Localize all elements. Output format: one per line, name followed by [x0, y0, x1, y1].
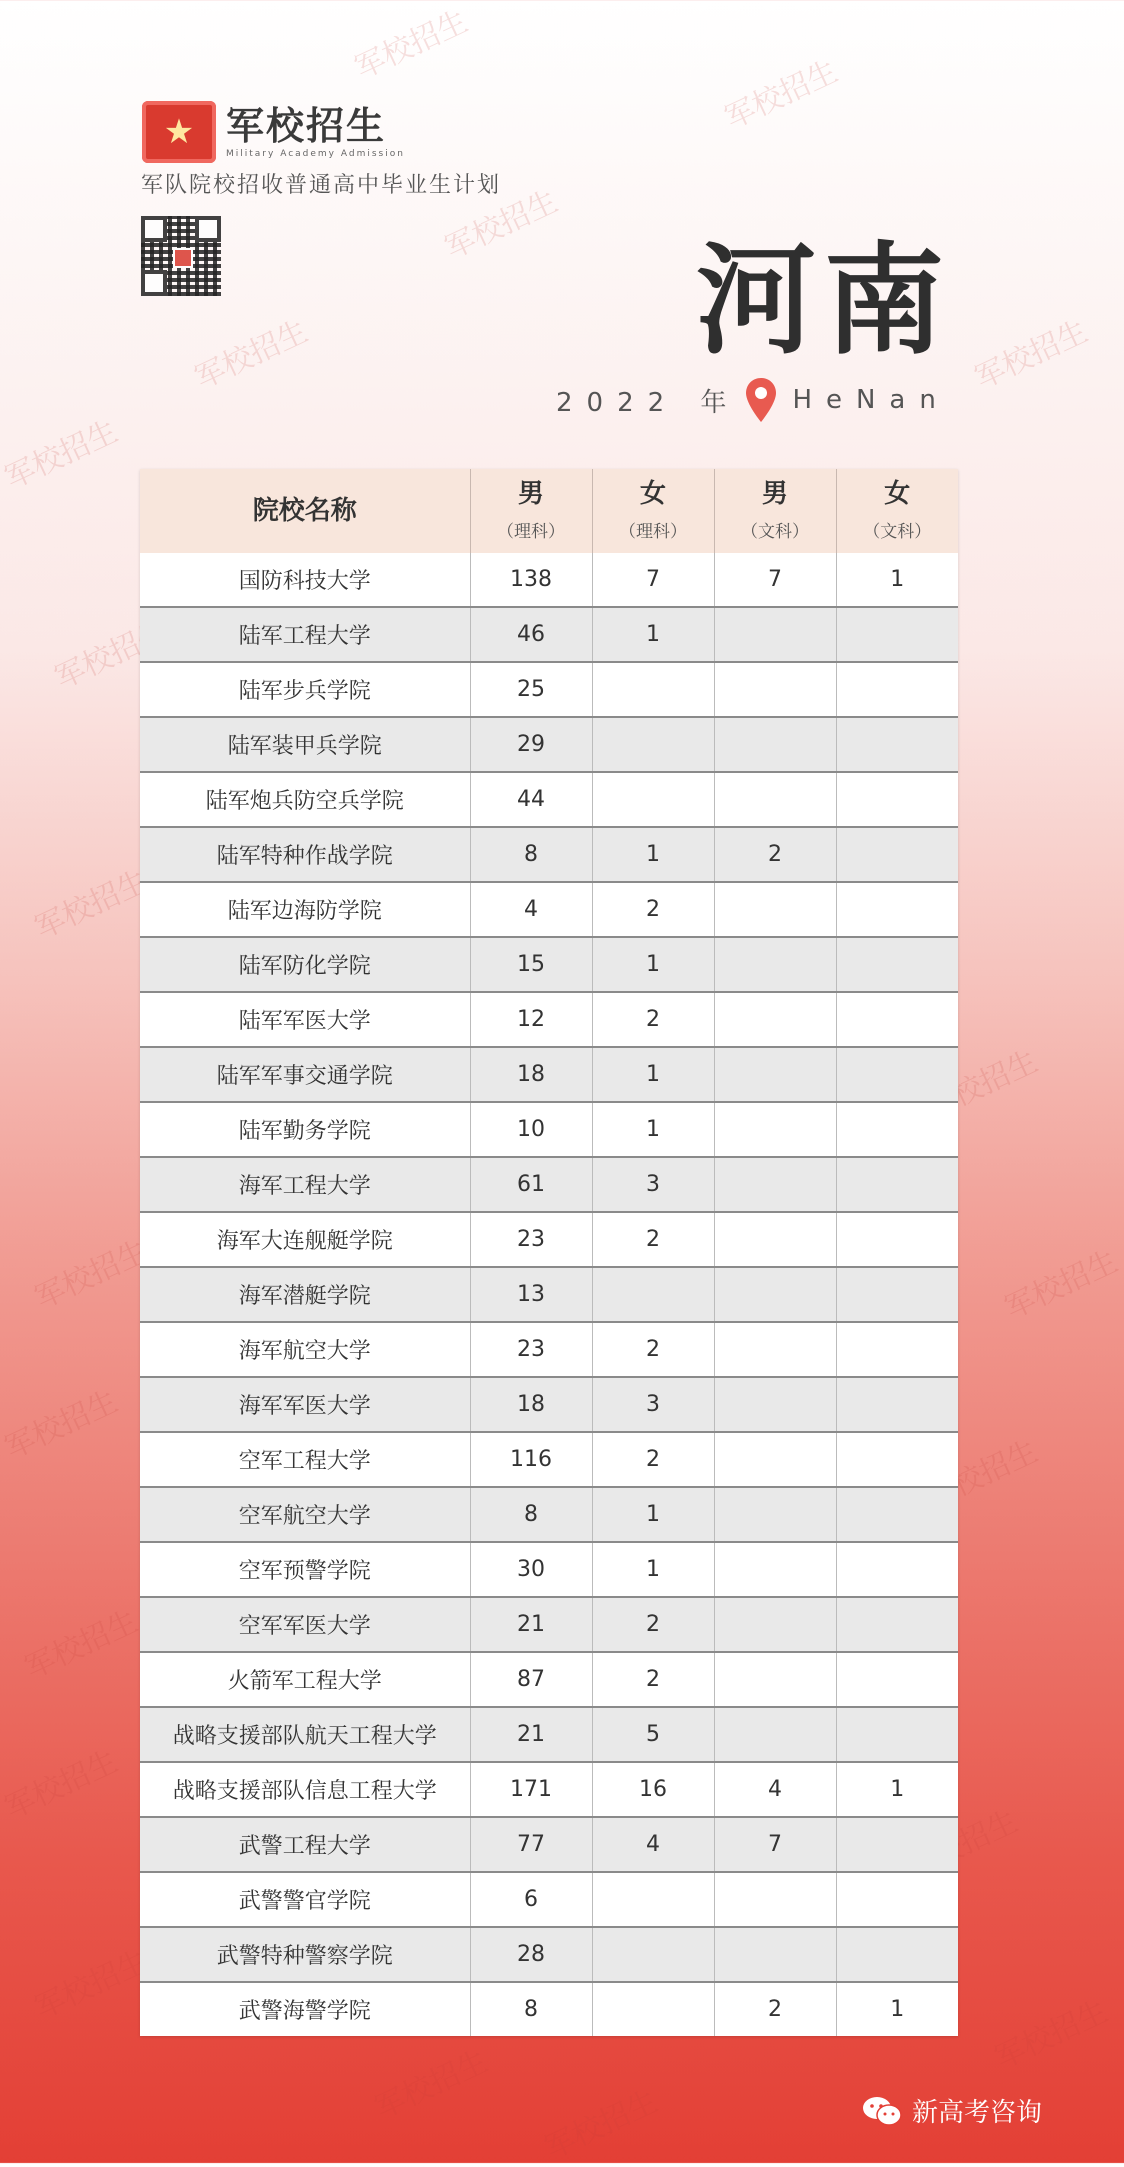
table-row	[140, 1377, 958, 1432]
location-pin-icon	[744, 377, 778, 423]
school-name-cell: 陆军军事交通学院	[140, 1047, 470, 1102]
table-row	[140, 553, 958, 607]
header-column-2	[592, 469, 714, 553]
brand-logo	[142, 101, 405, 163]
quota-cell: 8	[470, 1487, 592, 1542]
school-name-cell: 武警特种警察学院	[140, 1927, 470, 1982]
quota-cell: 8	[470, 827, 592, 882]
quota-cell	[836, 1322, 958, 1377]
quota-cell	[714, 992, 836, 1047]
quota-cell: 10	[470, 1102, 592, 1157]
quota-cell: 18	[470, 1047, 592, 1102]
quota-cell: 44	[470, 772, 592, 827]
quota-cell	[836, 1597, 958, 1652]
quota-cell: 2	[714, 1982, 836, 2036]
header-label: 女	[884, 479, 911, 509]
table-row	[140, 1487, 958, 1542]
table-row	[140, 1102, 958, 1157]
star-badge-icon: ★	[142, 101, 216, 163]
quota-cell	[714, 1377, 836, 1432]
watermark: 军校招生	[439, 183, 564, 267]
quota-cell: 1	[592, 937, 714, 992]
quota-cell: 3	[592, 1157, 714, 1212]
table-body	[140, 553, 958, 2036]
school-name-cell: 陆军边海防学院	[140, 882, 470, 937]
quota-cell: 23	[470, 1322, 592, 1377]
quota-cell	[714, 1542, 836, 1597]
province-pinyin: HeNan	[792, 385, 950, 415]
quota-cell: 1	[836, 553, 958, 607]
quota-cell: 30	[470, 1542, 592, 1597]
school-name-cell: 陆军炮兵防空兵学院	[140, 772, 470, 827]
quota-cell: 4	[714, 1762, 836, 1817]
quota-cell	[592, 1982, 714, 2036]
quota-cell: 18	[470, 1377, 592, 1432]
quota-cell	[836, 1432, 958, 1487]
school-name-cell: 陆军军医大学	[140, 992, 470, 1047]
header-column-1	[470, 469, 592, 553]
quota-cell: 138	[470, 553, 592, 607]
quota-cell	[836, 882, 958, 937]
table-row	[140, 827, 958, 882]
quota-cell: 5	[592, 1707, 714, 1762]
watermark: 军校招生	[19, 1603, 144, 1687]
quota-cell	[714, 1927, 836, 1982]
school-name-cell: 陆军勤务学院	[140, 1102, 470, 1157]
quota-cell: 61	[470, 1157, 592, 1212]
table-row	[140, 1817, 958, 1872]
qr-code-icon	[141, 216, 221, 296]
watermark: 军校招生	[349, 3, 474, 87]
watermark: 军校招生	[899, 1803, 1024, 1887]
table-row	[140, 1157, 958, 1212]
quota-cell: 7	[592, 553, 714, 607]
quota-cell	[836, 992, 958, 1047]
quota-cell	[714, 1432, 836, 1487]
table-row	[140, 992, 958, 1047]
quota-cell	[714, 1707, 836, 1762]
watermark: 军校招生	[0, 413, 124, 497]
quota-cell	[714, 607, 836, 662]
header-school-name	[140, 469, 470, 553]
table-row	[140, 1872, 958, 1927]
quota-cell: 87	[470, 1652, 592, 1707]
school-name-cell: 陆军工程大学	[140, 607, 470, 662]
header-sublabel: （文科）	[741, 522, 809, 542]
watermark: 军校招生	[919, 1043, 1044, 1127]
quota-cell: 2	[592, 1322, 714, 1377]
quota-cell: 1	[592, 1542, 714, 1597]
quota-cell	[836, 1817, 958, 1872]
quota-cell: 1	[592, 607, 714, 662]
table-row	[140, 1432, 958, 1487]
table-row	[140, 1707, 958, 1762]
school-name-cell: 海军军医大学	[140, 1377, 470, 1432]
school-name-cell: 空军工程大学	[140, 1432, 470, 1487]
quota-cell	[714, 772, 836, 827]
school-name-cell: 武警海警学院	[140, 1982, 470, 2036]
quota-cell: 16	[592, 1762, 714, 1817]
header-column-4	[836, 469, 958, 553]
quota-cell	[592, 1267, 714, 1322]
quota-cell	[836, 607, 958, 662]
table-row	[140, 607, 958, 662]
brand-tagline: 军队院校招收普通高中毕业生计划	[141, 173, 502, 198]
header-label: 男	[517, 479, 544, 509]
year-location-line	[556, 377, 950, 423]
quota-cell	[836, 1047, 958, 1102]
quota-cell: 1	[592, 1487, 714, 1542]
quota-cell: 4	[470, 882, 592, 937]
table-row	[140, 882, 958, 937]
brand-subtitle: Military Academy Admission	[226, 149, 405, 159]
quota-cell: 46	[470, 607, 592, 662]
quota-cell: 2	[592, 1432, 714, 1487]
quota-cell: 2	[714, 827, 836, 882]
watermark: 军校招生	[29, 1233, 154, 1317]
quota-cell: 171	[470, 1762, 592, 1817]
quota-cell	[836, 717, 958, 772]
quota-cell	[714, 1157, 836, 1212]
quota-cell: 2	[592, 882, 714, 937]
table-row	[140, 1542, 958, 1597]
quota-cell	[592, 1927, 714, 1982]
header-label: 女	[639, 479, 666, 509]
watermark: 军校招生	[719, 53, 844, 137]
header-label: 男	[761, 479, 788, 509]
footer-account	[862, 2092, 1042, 2129]
watermark: 军校招生	[29, 1943, 154, 2027]
watermark: 军校招生	[189, 313, 314, 397]
quota-cell: 2	[592, 1212, 714, 1267]
footer-account-name: 新高考咨询	[911, 2098, 1042, 2128]
school-name-cell: 海军工程大学	[140, 1157, 470, 1212]
quota-cell	[714, 937, 836, 992]
quota-cell	[714, 1652, 836, 1707]
quota-cell: 29	[470, 717, 592, 772]
school-name-cell: 海军航空大学	[140, 1322, 470, 1377]
quota-cell: 25	[470, 662, 592, 717]
school-name-cell: 陆军步兵学院	[140, 662, 470, 717]
quota-cell	[836, 827, 958, 882]
watermark: 军校招生	[989, 1993, 1114, 2077]
quota-cell	[714, 1267, 836, 1322]
quota-cell: 1	[592, 1102, 714, 1157]
quota-cell: 2	[592, 1597, 714, 1652]
quota-cell: 2	[592, 992, 714, 1047]
table-row	[140, 1597, 958, 1652]
quota-cell: 15	[470, 937, 592, 992]
quota-cell	[836, 1872, 958, 1927]
school-name-cell: 空军航空大学	[140, 1487, 470, 1542]
table-row	[140, 717, 958, 772]
quota-cell: 6	[470, 1872, 592, 1927]
quota-cell: 4	[592, 1817, 714, 1872]
quota-cell: 7	[714, 1817, 836, 1872]
watermark: 军校招生	[49, 613, 174, 697]
quota-cell: 116	[470, 1432, 592, 1487]
quota-cell	[714, 717, 836, 772]
table-row	[140, 1982, 958, 2036]
watermark: 军校招生	[539, 2083, 664, 2167]
quota-cell: 3	[592, 1377, 714, 1432]
quota-cell	[714, 1047, 836, 1102]
quota-cell: 21	[470, 1597, 592, 1652]
table-row	[140, 772, 958, 827]
quota-cell	[836, 937, 958, 992]
quota-cell: 7	[714, 553, 836, 607]
quota-cell	[714, 882, 836, 937]
quota-cell	[836, 662, 958, 717]
table-row	[140, 662, 958, 717]
quota-cell	[836, 1157, 958, 1212]
school-name-cell: 武警工程大学	[140, 1817, 470, 1872]
quota-cell: 23	[470, 1212, 592, 1267]
admission-plan-table	[140, 469, 958, 2036]
quota-cell	[714, 662, 836, 717]
quota-cell	[836, 1652, 958, 1707]
quota-cell	[836, 772, 958, 827]
header-sublabel: （理科）	[497, 522, 565, 542]
table-row	[140, 1322, 958, 1377]
watermark: 军校招生	[369, 2043, 494, 2127]
quota-cell: 1	[592, 827, 714, 882]
watermark: 军校招生	[0, 1743, 124, 1827]
quota-cell	[714, 1872, 836, 1927]
quota-cell	[714, 1102, 836, 1157]
quota-cell	[836, 1487, 958, 1542]
table-row	[140, 1762, 958, 1817]
school-name-cell: 国防科技大学	[140, 553, 470, 607]
quota-cell: 13	[470, 1267, 592, 1322]
school-name-cell: 陆军特种作战学院	[140, 827, 470, 882]
wechat-icon	[862, 2095, 902, 2127]
quota-cell	[714, 1322, 836, 1377]
quota-cell: 77	[470, 1817, 592, 1872]
watermark: 军校招生	[969, 313, 1094, 397]
quota-cell	[592, 1872, 714, 1927]
table-row	[140, 1212, 958, 1267]
header-label: 院校名称	[252, 496, 357, 526]
school-name-cell: 空军军医大学	[140, 1597, 470, 1652]
quota-cell	[592, 772, 714, 827]
watermark: 军校招生	[29, 863, 154, 947]
table-row	[140, 1652, 958, 1707]
quota-cell	[836, 1927, 958, 1982]
header-sublabel: （文科）	[863, 522, 932, 542]
table-row	[140, 937, 958, 992]
quota-cell: 21	[470, 1707, 592, 1762]
header-column-3	[714, 469, 836, 553]
watermark: 军校招生	[0, 1383, 124, 1467]
quota-cell	[714, 1487, 836, 1542]
header-sublabel: （理科）	[619, 522, 687, 542]
school-name-cell: 战略支援部队航天工程大学	[140, 1707, 470, 1762]
quota-cell: 1	[836, 1982, 958, 2036]
school-name-cell: 空军预警学院	[140, 1542, 470, 1597]
quota-cell	[592, 662, 714, 717]
quota-cell	[836, 1377, 958, 1432]
year-label: 2022 年	[556, 387, 741, 418]
quota-cell	[836, 1102, 958, 1157]
quota-cell	[836, 1267, 958, 1322]
table-header-row	[140, 469, 958, 553]
quota-cell	[714, 1212, 836, 1267]
quota-cell	[714, 1597, 836, 1652]
table-row	[140, 1267, 958, 1322]
watermark: 军校招生	[919, 1433, 1044, 1517]
quota-cell: 8	[470, 1982, 592, 2036]
quota-cell: 1	[836, 1762, 958, 1817]
quota-cell	[836, 1707, 958, 1762]
quota-cell: 28	[470, 1927, 592, 1982]
quota-cell	[836, 1212, 958, 1267]
watermark: 军校招生	[999, 1243, 1124, 1327]
school-name-cell: 海军潜艇学院	[140, 1267, 470, 1322]
school-name-cell: 海军大连舰艇学院	[140, 1212, 470, 1267]
school-name-cell: 火箭军工程大学	[140, 1652, 470, 1707]
school-name-cell: 战略支援部队信息工程大学	[140, 1762, 470, 1817]
quota-cell	[836, 1542, 958, 1597]
school-name-cell: 陆军防化学院	[140, 937, 470, 992]
quota-cell: 2	[592, 1652, 714, 1707]
quota-cell: 12	[470, 992, 592, 1047]
brand-title: 军校招生	[226, 104, 387, 148]
school-name-cell: 武警警官学院	[140, 1872, 470, 1927]
school-name-cell: 陆军装甲兵学院	[140, 717, 470, 772]
quota-cell: 1	[592, 1047, 714, 1102]
province-title: 河南	[696, 230, 952, 371]
quota-cell	[592, 717, 714, 772]
table-row	[140, 1047, 958, 1102]
table-row	[140, 1927, 958, 1982]
